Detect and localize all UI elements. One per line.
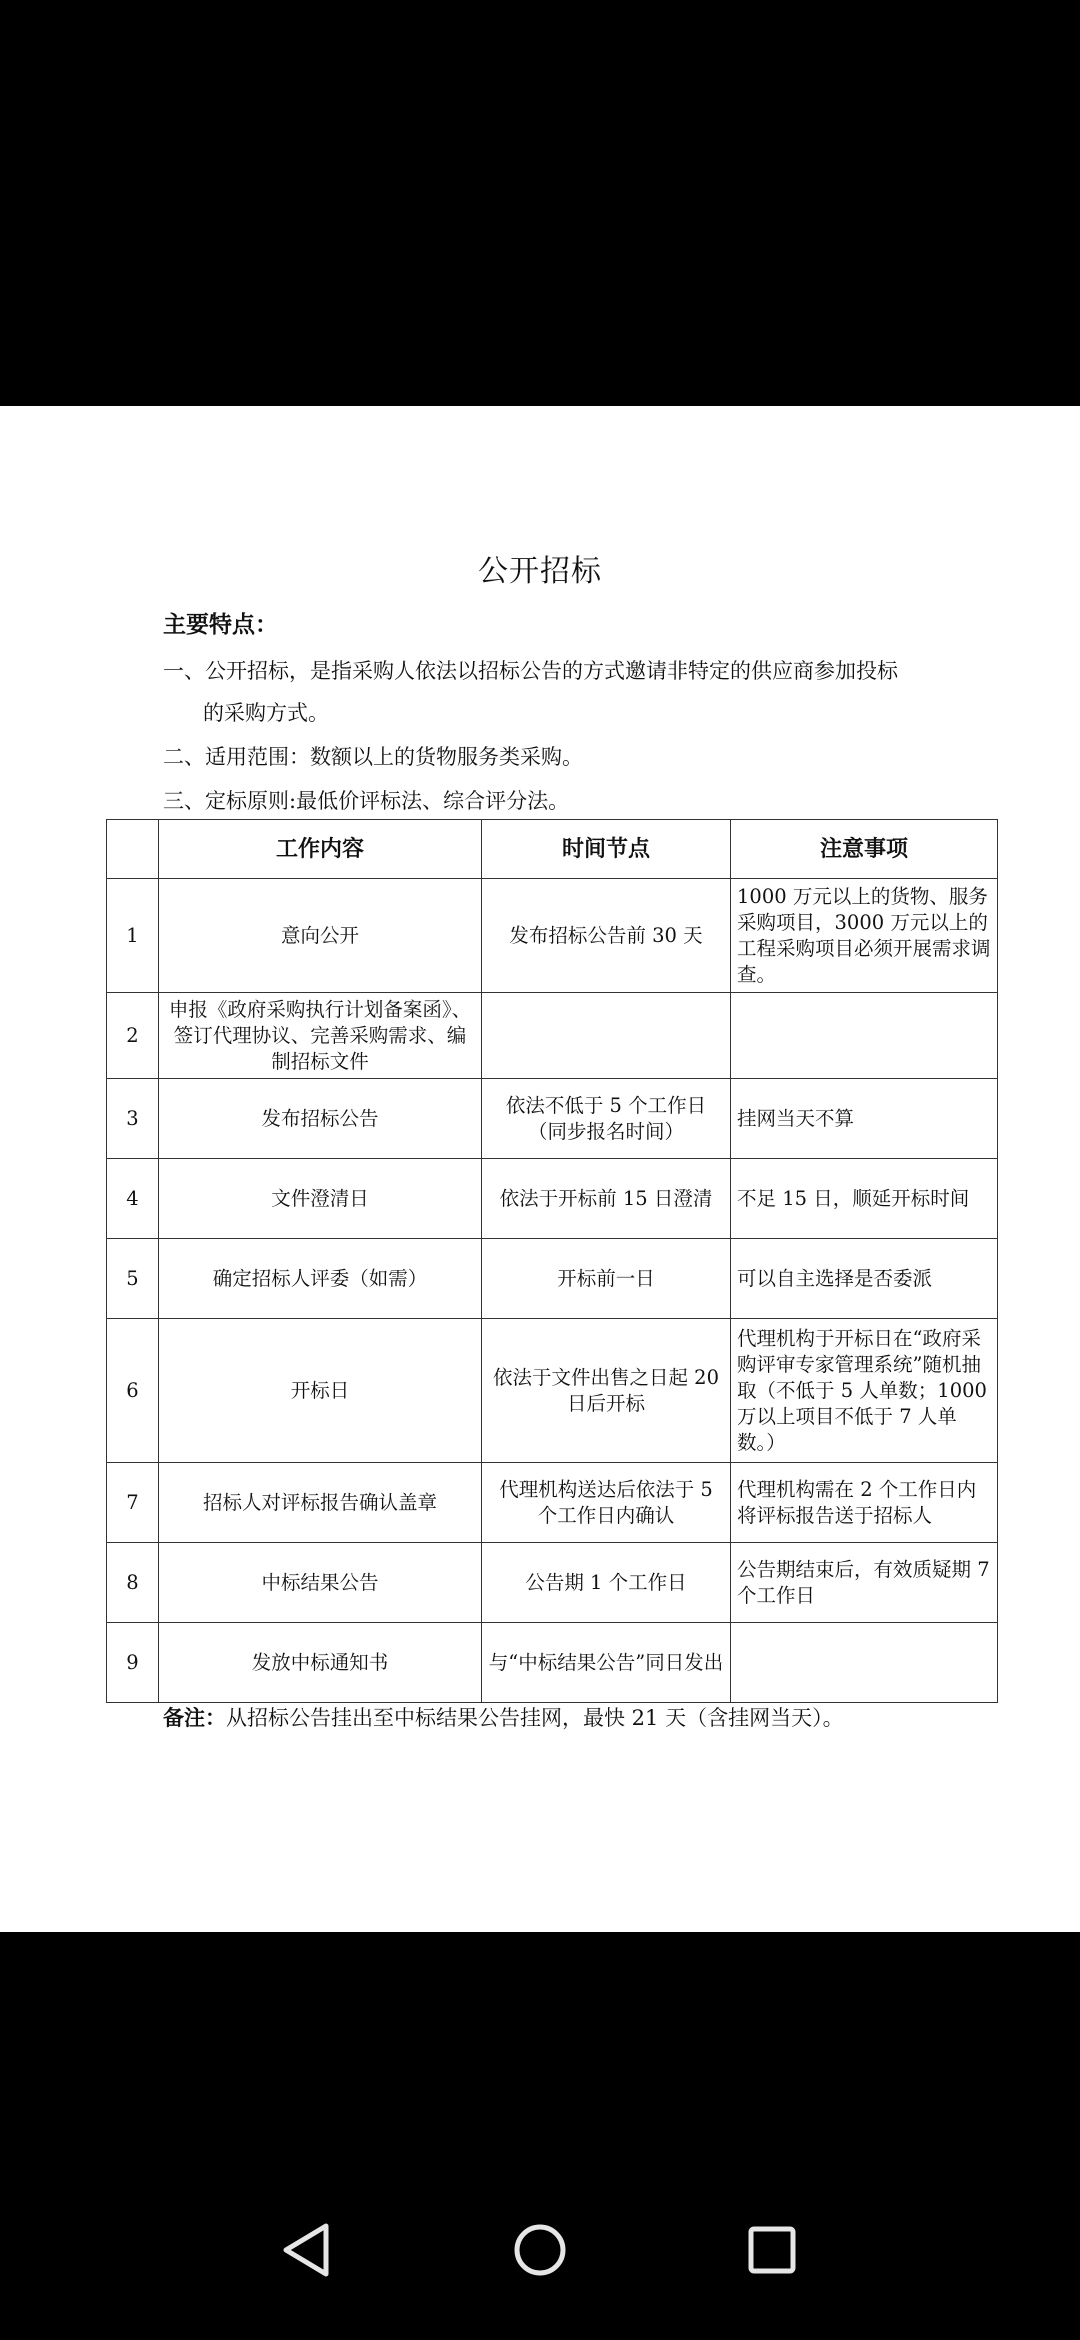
row-number: 4 (107, 1159, 159, 1239)
row-note (731, 993, 998, 1079)
header-cell-index (107, 820, 159, 879)
paragraph-2: 二、适用范围：数额以上的货物服务类采购。 (163, 745, 583, 769)
row-note: 1000 万元以上的货物、服务采购项目，3000 万元以上的工程采购项目必须开展需求调查。 (731, 879, 998, 993)
row-note: 不足 15 日，顺延开标时间 (731, 1159, 998, 1239)
paragraph-1-line-2: 的采购方式。 (203, 701, 329, 725)
header-cell-time: 时间节点 (482, 820, 731, 879)
row-note: 公告期结束后，有效质疑期 7 个工作日 (731, 1543, 998, 1623)
row-number: 3 (107, 1079, 159, 1159)
row-time: 公告期 1 个工作日 (482, 1543, 731, 1623)
paragraph-1-line-1: 一、公开招标，是指采购人依法以招标公告的方式邀请非特定的供应商参加投标 (163, 659, 898, 683)
row-time: 依法于开标前 15 日澄清 (482, 1159, 731, 1239)
table-header-row (107, 820, 998, 879)
header-cell-work: 工作内容 (159, 820, 482, 879)
system-navigation-bar (0, 2180, 1080, 2340)
row-number: 5 (107, 1239, 159, 1319)
recents-square-icon (732, 2210, 812, 2290)
row-time (482, 993, 731, 1079)
table-row (107, 1543, 998, 1623)
row-number: 7 (107, 1463, 159, 1543)
row-time: 依法于文件出售之日起 20 日后开标 (482, 1319, 731, 1463)
top-black-area (0, 0, 1080, 406)
row-work: 开标日 (159, 1319, 482, 1463)
row-work: 招标人对评标报告确认盖章 (159, 1463, 482, 1543)
table-row (107, 879, 998, 993)
row-work: 中标结果公告 (159, 1543, 482, 1623)
row-note: 代理机构于开标日在“政府采购评审专家管理系统”随机抽取（不低于 5 人单数；1000 万以上项目不低于 7 人单数。） (731, 1319, 998, 1463)
row-work: 确定招标人评委（如需） (159, 1239, 482, 1319)
row-note (731, 1623, 998, 1703)
remark-text: 从招标公告挂出至中标结果公告挂网，最快 21 天（含挂网当天）。 (226, 1706, 844, 1730)
home-circle-icon (500, 2210, 580, 2290)
row-time: 代理机构送达后依法于 5 个工作日内确认 (482, 1463, 731, 1543)
row-work: 发放中标通知书 (159, 1623, 482, 1703)
table-row (107, 1319, 998, 1463)
table-row (107, 993, 998, 1079)
row-number: 1 (107, 879, 159, 993)
table-row (107, 1239, 998, 1319)
row-number: 2 (107, 993, 159, 1079)
table-row (107, 1463, 998, 1543)
document-page (0, 406, 1080, 1932)
row-time: 依法不低于 5 个工作日（同步报名时间） (482, 1079, 731, 1159)
row-note: 代理机构需在 2 个工作日内将评标报告送于招标人 (731, 1463, 998, 1543)
remark (163, 1702, 844, 1732)
row-work: 发布招标公告 (159, 1079, 482, 1159)
row-note: 挂网当天不算 (731, 1079, 998, 1159)
table-row (107, 1159, 998, 1239)
row-work: 文件澄清日 (159, 1159, 482, 1239)
row-time: 开标前一日 (482, 1239, 731, 1319)
row-work: 申报《政府采购执行计划备案函》、签订代理协议、完善采购需求、编制招标文件 (159, 993, 482, 1079)
paragraph-3: 三、定标原则:最低价评标法、综合评分法。 (163, 789, 570, 813)
back-button[interactable] (268, 2210, 348, 2290)
back-triangle-icon (268, 2210, 348, 2290)
row-note: 可以自主选择是否委派 (731, 1239, 998, 1319)
remark-label: 备注： (163, 1705, 226, 1730)
recents-button[interactable] (732, 2210, 812, 2290)
features-heading: 主要特点： (163, 611, 278, 638)
home-button[interactable] (500, 2210, 580, 2290)
row-number: 8 (107, 1543, 159, 1623)
page-title: 公开招标 (478, 554, 602, 589)
row-number: 6 (107, 1319, 159, 1463)
row-time: 与“中标结果公告”同日发出 (482, 1623, 731, 1703)
procurement-process-table (106, 819, 998, 1703)
header-cell-note: 注意事项 (731, 820, 998, 879)
table-row (107, 1623, 998, 1703)
row-number: 9 (107, 1623, 159, 1703)
row-time: 发布招标公告前 30 天 (482, 879, 731, 993)
row-work: 意向公开 (159, 879, 482, 993)
table-row (107, 1079, 998, 1159)
